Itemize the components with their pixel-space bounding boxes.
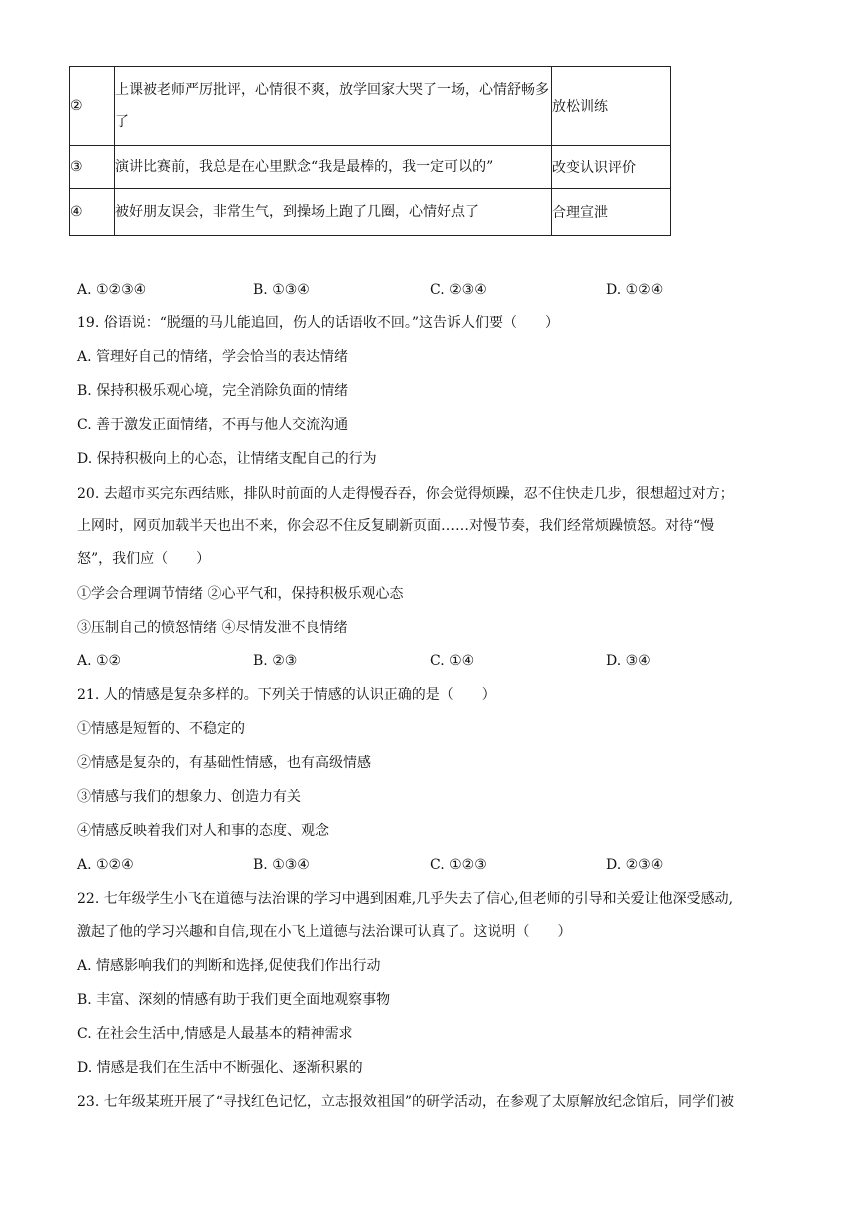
option-b: B. ①③④ xyxy=(253,282,310,298)
row-method: 改变认识评价 xyxy=(552,146,671,189)
q19-choice-a: A. 管理好自己的情绪，学会恰当的表达情绪 xyxy=(77,349,349,365)
q18-options xyxy=(77,280,797,300)
q22-stem-line-1: 22. 七年级学生小飞在道德与法治课的学习中遇到困难,几乎失去了信心,但老师的引导和关爱让他深受感动, xyxy=(77,891,734,907)
q19-choice-d: D. 保持积极向上的心态，让情绪支配自己的行为 xyxy=(77,451,377,467)
q21-options xyxy=(77,855,797,875)
q23-stem-line-1: 23. 七年级某班开展了“寻找红色记忆，立志报效祖国”的研学活动，在参观了太原解放纪念馆后，同学们被 xyxy=(77,1094,735,1110)
row-number: ③ xyxy=(70,146,115,189)
option-a: A. ①②③④ xyxy=(77,282,147,298)
option-c: C. ①②③ xyxy=(430,857,487,873)
option-c: C. ②③④ xyxy=(430,282,487,298)
q21-statement-3: ③情感与我们的想象力、创造力有关 xyxy=(77,789,301,805)
q21-statement-1: ①情感是短暂的、不稳定的 xyxy=(77,721,245,737)
q20-stem-line-1: 20. 去超市买完东西结账，排队时前面的人走得慢吞吞，你会觉得烦躁，忍不住快走几步，很想超过对方； xyxy=(77,486,734,502)
row-scenario: 被好朋友误会，非常生气，到操场上跑了几圈，心情好点了 xyxy=(115,189,552,236)
emotion-regulation-table xyxy=(69,66,671,236)
q21-statement-2: ②情感是复杂的，有基础性情感，也有高级情感 xyxy=(77,755,371,771)
option-d: D. ②③④ xyxy=(606,857,664,873)
q20-stem-line-3: 怒”，我们应（ ） xyxy=(77,551,211,567)
option-b: B. ①③④ xyxy=(253,857,310,873)
row-scenario: 上课被老师严厉批评，心情很不爽，放学回家大哭了一场，心情舒畅多了 xyxy=(115,67,552,146)
table-row xyxy=(70,189,671,236)
q19-stem: 19. 俗语说：“脱缰的马儿能追回，伤人的话语收不回。”这告诉人们要（ ） xyxy=(77,315,560,331)
q19-choice-b: B. 保持积极乐观心境，完全消除负面的情绪 xyxy=(77,383,349,399)
table-row xyxy=(70,146,671,189)
q21-stem: 21. 人的情感是复杂多样的。下列关于情感的认识正确的是（ ） xyxy=(77,687,496,703)
q22-stem-line-2: 激起了他的学习兴趣和自信,现在小飞上道德与法治课可认真了。这说明（ ） xyxy=(77,924,572,940)
option-a: A. ①② xyxy=(77,653,122,669)
row-number: ② xyxy=(70,67,115,146)
row-scenario: 演讲比赛前，我总是在心里默念“我是最棒的，我一定可以的” xyxy=(115,146,552,189)
q19-choice-c: C. 善于激发正面情绪，不再与他人交流沟通 xyxy=(77,417,349,433)
q20-statements-1: ①学会合理调节情绪 ②心平气和，保持积极乐观心态 xyxy=(77,586,404,602)
table-row xyxy=(70,67,671,146)
q22-choice-c: C. 在社会生活中,情感是人最基本的精神需求 xyxy=(77,1026,353,1042)
option-c: C. ①④ xyxy=(430,653,475,669)
q20-statements-2: ③压制自己的愤怒情绪 ④尽情发泄不良情绪 xyxy=(77,620,348,636)
q20-stem-line-2: 上网时，网页加载半天也出不来，你会忍不住反复刷新页面……对慢节奏，我们经常烦躁愤怒。对待“慢 xyxy=(77,518,715,534)
row-method: 合理宣泄 xyxy=(552,189,671,236)
q22-choice-b: B. 丰富、深刻的情感有助于我们更全面地观察事物 xyxy=(77,992,391,1008)
q20-options xyxy=(77,651,797,671)
option-b: B. ②③ xyxy=(253,653,298,669)
row-method: 放松训练 xyxy=(552,67,671,146)
option-a: A. ①②④ xyxy=(77,857,134,873)
q21-statement-4: ④情感反映着我们对人和事的态度、观念 xyxy=(77,823,329,839)
row-number: ④ xyxy=(70,189,115,236)
option-d: D. ③④ xyxy=(606,653,651,669)
q22-choice-d: D. 情感是我们在生活中不断强化、逐渐积累的 xyxy=(77,1060,363,1076)
option-d: D. ①②④ xyxy=(606,282,664,298)
q22-choice-a: A. 情感影响我们的判断和选择,促使我们作出行动 xyxy=(77,958,381,974)
